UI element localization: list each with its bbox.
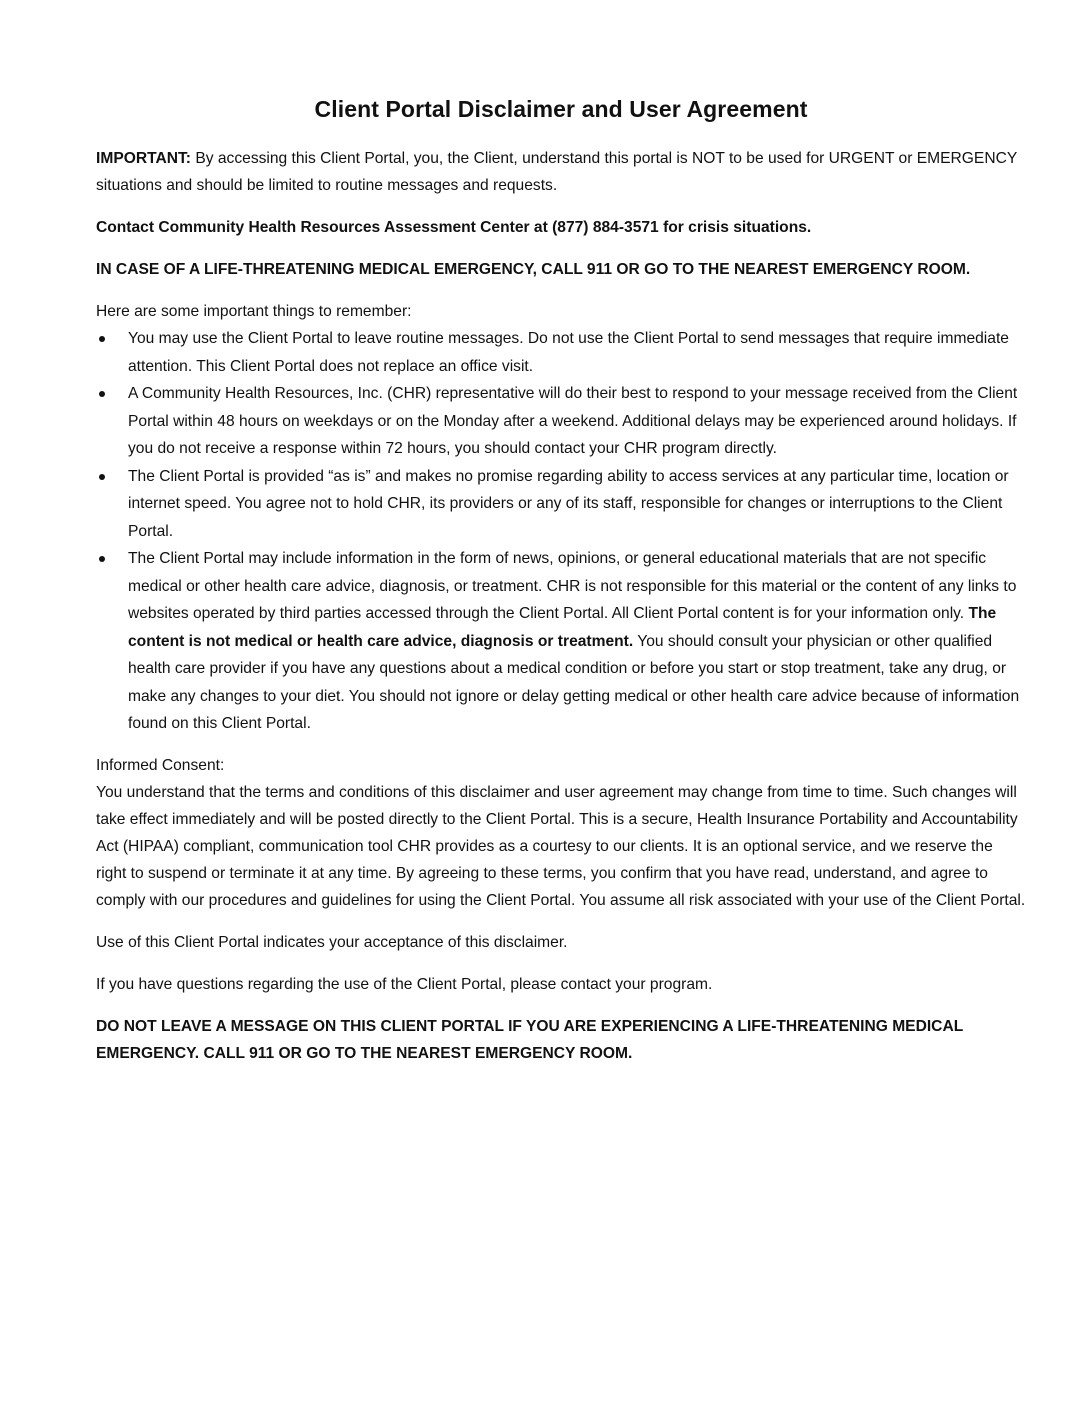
not-advice-statement: The content is not medical or health care advice, diagnosis or treatment. [128,605,997,650]
remember-intro: Here are some important things to remember: [96,303,412,320]
list-item-text: A Community Health Resources, Inc. (CHR) representative will do their best to respond to your message received from the Client Portal within 48 hours on weekdays or on the Monday after a weekend. Additional delays may be experienced around holidays. If you do not receive a response within 72 hours, you should contact your CHR program directly. [128,385,1018,457]
bullet-icon [99,336,105,342]
acceptance-statement: Use of this Client Portal indicates your acceptance of this disclaimer. [96,933,568,951]
bullet-icon [99,556,105,562]
list-item-text: You may use the Client Portal to leave routine messages. Do not use the Client Portal to send messages that require immediate attention. This Client Portal does not replace an office visit. [128,330,1009,375]
list-item-text: You should consult your physician or other qualified health care provider if you have any questions about a medical condition or before you start or stop treatment, take any drug, or make any changes to your diet. You should not ignore or delay getting medical or other health care advice because of information found on this Client Portal. [128,632,1020,732]
crisis-contact-text: Contact Community Health Resources Assessment Center at (877) 884-3571 for crisis situations. [96,219,812,236]
final-warning-text: DO NOT LEAVE A MESSAGE ON THIS CLIENT PORTAL IF YOU ARE EXPERIENCING A LIFE-THREATENING MEDICAL EMERGENCY. CALL 911 OR GO TO THE NEAREST EMERGENCY ROOM. [96,1017,963,1062]
important-paragraph [96,145,1026,199]
informed-consent [96,752,1026,914]
document-page [96,96,1026,1082]
document-title: Client Portal Disclaimer and User Agreement [314,96,808,122]
list-item [96,380,1026,463]
consent-text: You understand that the terms and conditions of this disclaimer and user agreement may change from time to time. Such changes will take effect immediately and will be posted directly to the Client Portal. This is a secure, Health Insurance Portability and Accountability Act (HIPAA) compliant, communication tool CHR provides as a courtesy to our clients. It is an optional service, and we reserve the right to suspend or terminate it at any time. By agreeing to these terms, you confirm that you have read, understand, and agree to comply with our procedures and guidelines for using the Client Portal. You assume all risk associated with your use of the Client Portal. [96,783,1026,909]
list-item [96,325,1026,380]
crisis-contact [96,214,1026,241]
questions-statement: If you have questions regarding the use of the Client Portal, please contact your program. [96,975,713,993]
list-item [96,463,1026,546]
remember-list [96,325,1026,738]
bullet-icon [99,474,105,480]
consent-heading: Informed Consent: [96,756,225,774]
important-label: IMPORTANT: [96,150,191,167]
important-text: By accessing this Client Portal, you, the Client, understand this portal is NOT to be used for URGENT or EMERGENCY situations and should be limited to routine messages and requests. [96,150,1017,194]
emergency-notice-text: IN CASE OF A LIFE-THREATENING MEDICAL EMERGENCY, CALL 911 OR GO TO THE NEAREST EMERGENCY ROOM. [96,261,971,278]
list-item-text: The Client Portal may include information in the form of news, opinions, or general educational materials that are not specific medical or other health care advice, diagnosis, or treatment. CHR is not responsible for this material or the content of any links to websites operated by third parties accessed through the Client Portal. All Client Portal content is for your information only. [128,550,1017,622]
emergency-notice [96,256,1026,283]
bullet-icon [99,391,105,397]
final-warning [96,1013,1026,1067]
list-item [96,545,1026,738]
list-item-text: The Client Portal is provided “as is” and makes no promise regarding ability to access services at any particular time, location or internet speed. You agree not to hold CHR, its providers or any of its staff, responsible for changes or interruptions to the Client Portal. [128,467,1009,540]
